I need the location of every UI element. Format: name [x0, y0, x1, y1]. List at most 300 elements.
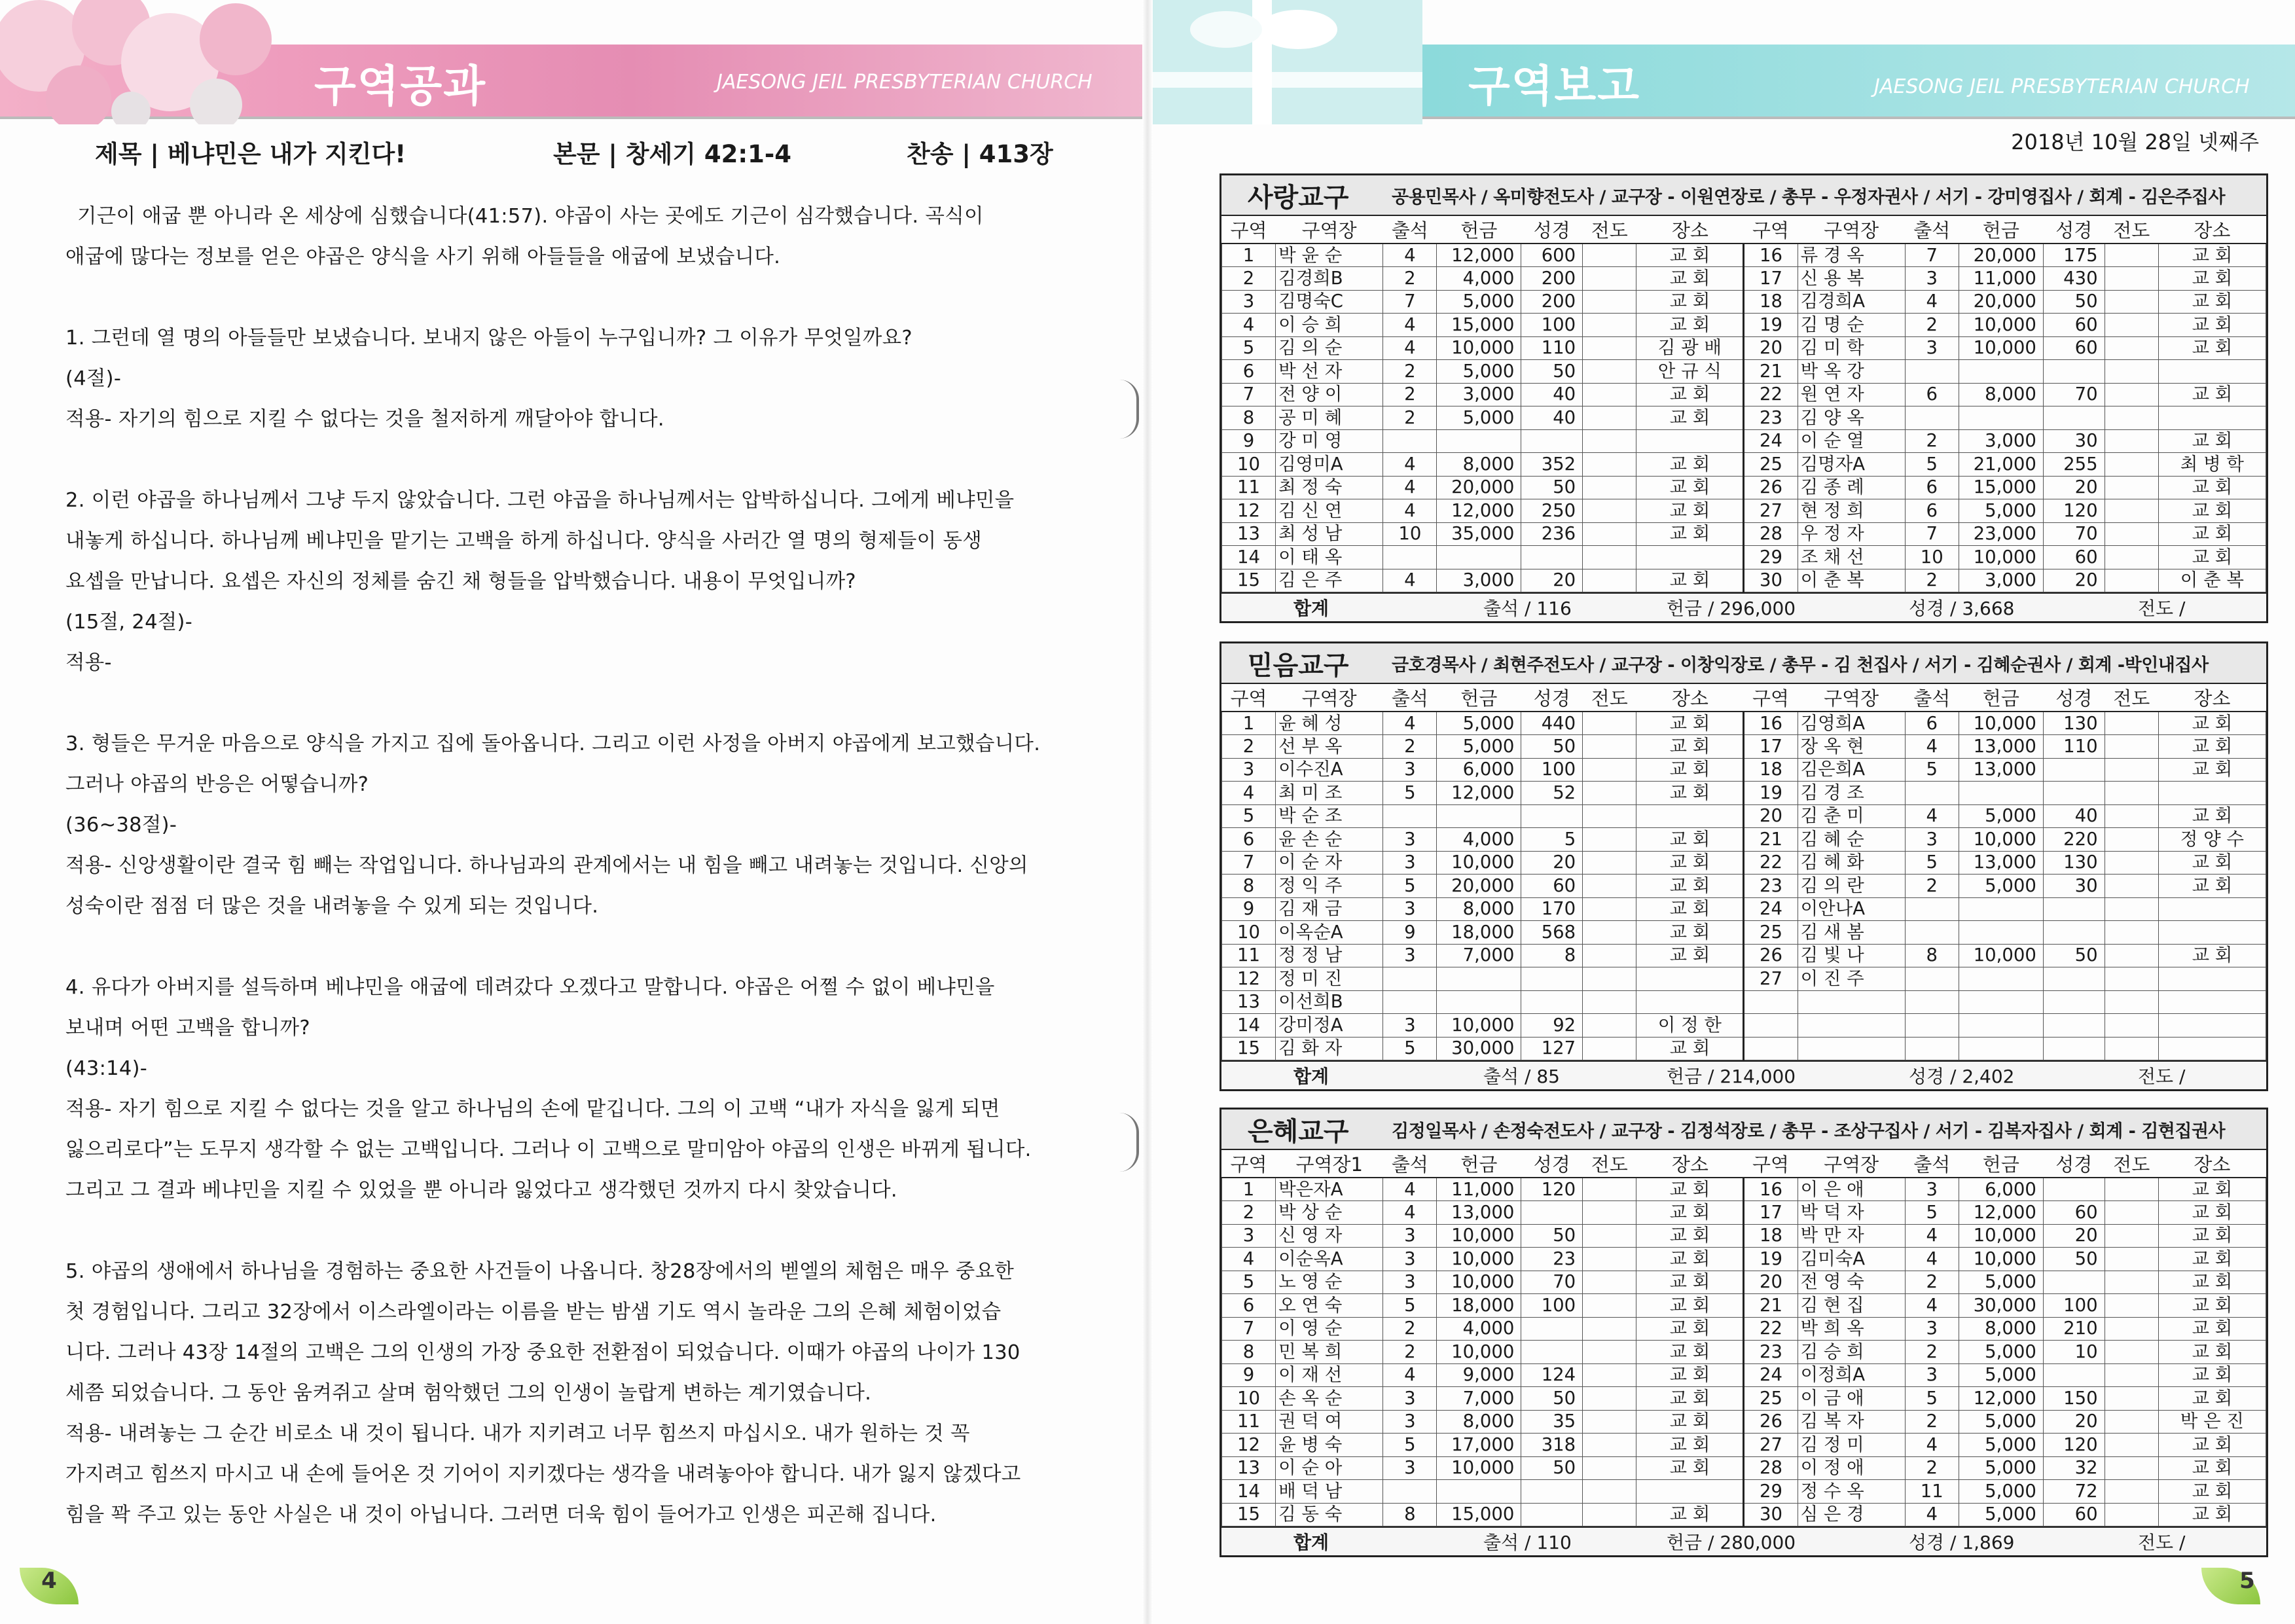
table-cell — [2158, 360, 2266, 384]
table-cell: 150 — [2043, 1387, 2105, 1411]
table-cell — [1583, 1434, 1636, 1457]
table-cell — [1583, 712, 1636, 735]
table-cell: 교 회 — [1636, 383, 1744, 406]
table-cell: 60 — [2043, 314, 2105, 337]
table-cell: 24 — [1744, 1363, 1798, 1387]
table-cell: 16 — [1744, 1178, 1798, 1201]
table-cell: 김경희B — [1276, 267, 1383, 291]
table-cell — [1437, 990, 1521, 1014]
column-header: 전도 — [2105, 216, 2158, 244]
question-line: 세쯤 되었습니다. 그 동안 움켜쥐고 살며 험악했던 그의 인생이 놀랍게 변하는 계기였습니다. — [65, 1382, 872, 1405]
table-cell — [1959, 782, 2043, 805]
table-cell: 김 혜 화 — [1798, 851, 1905, 875]
table-cell: 윤 병 숙 — [1276, 1434, 1383, 1457]
application-line: 적용- 자기의 힘으로 지킬 수 없다는 것을 철저하게 깨달아야 합니다. — [65, 408, 664, 431]
table-cell: 김 신 연 — [1276, 499, 1383, 523]
application-line: 적용- 내려놓는 그 순간 비로소 내 것이 됩니다. 내가 지키려고 너무 힘쓰지 마십시오. 내가 원하는 것 꼭 — [65, 1422, 970, 1445]
table-cell — [2158, 990, 2266, 1014]
table-row — [1222, 875, 2266, 898]
table-cell: 70 — [1521, 1271, 1583, 1294]
table-cell: 교 회 — [1636, 1201, 1744, 1225]
table-cell — [2105, 1317, 2158, 1341]
table-cell: 430 — [2043, 267, 2105, 291]
table-cell: 박 상 순 — [1276, 1201, 1383, 1225]
table-cell — [1583, 828, 1636, 852]
table-cell: 김 동 숙 — [1276, 1503, 1383, 1526]
table-cell: 3 — [1383, 828, 1437, 852]
table-cell — [1437, 967, 1521, 991]
district-footer — [1221, 592, 2266, 621]
table-cell — [2105, 990, 2158, 1014]
table-cell: 5 — [1222, 1271, 1276, 1294]
table-cell — [1905, 1014, 1959, 1038]
table-cell — [2105, 712, 2158, 735]
table-cell: 전 양 이 — [1276, 383, 1383, 406]
table-cell: 교 회 — [2158, 1224, 2266, 1248]
church-name: JAESONG JEIL PRESBYTERIAN CHURCH — [1874, 75, 2250, 98]
table-cell: 2 — [1222, 267, 1276, 291]
table-cell: 5,000 — [1959, 1410, 2043, 1434]
table-cell — [1959, 967, 2043, 991]
table-cell: 12,000 — [1959, 1201, 2043, 1225]
table-cell: 50 — [1521, 1387, 1583, 1411]
table-cell: 이 정 한 — [1636, 1014, 1744, 1038]
table-cell: 이순옥A — [1276, 1248, 1383, 1271]
table-cell — [1798, 1014, 1905, 1038]
table-cell: 10,000 — [1959, 712, 2043, 735]
table-cell: 28 — [1744, 522, 1798, 546]
staple-mark — [1113, 380, 1139, 439]
district-3 — [1220, 1108, 2268, 1557]
paragraph-line: 기근이 애굽 뿐 아니라 온 세상에 심했습니다(41:57). 야곱이 사는 곳에도 기근이 심각했습니다. 곡식이 — [77, 205, 984, 228]
table-cell: 4,000 — [1437, 828, 1521, 852]
table-row — [1222, 1248, 2266, 1271]
district-header — [1221, 643, 2266, 684]
table-cell: 236 — [1521, 522, 1583, 546]
table-row — [1222, 1480, 2266, 1504]
table-cell: 교 회 — [2158, 875, 2266, 898]
table-cell: 8,000 — [1437, 897, 1521, 921]
table-cell: 배 덕 남 — [1276, 1480, 1383, 1504]
table-cell — [2105, 967, 2158, 991]
district-header — [1221, 175, 2266, 216]
table-row — [1222, 383, 2266, 406]
table-cell: 신 영 자 — [1276, 1224, 1383, 1248]
table-cell: 정 양 수 — [2158, 828, 2266, 852]
table-cell: 23,000 — [1959, 522, 2043, 546]
table-cell: 김 양 옥 — [1798, 406, 1905, 430]
application-line: 힘을 꽉 주고 있는 동안 사실은 내 것이 아닙니다. 그러면 더욱 힘이 들어가고 인생은 피곤해 집니다. — [65, 1504, 937, 1526]
table-cell: 교 회 — [1636, 875, 1744, 898]
table-cell: 18 — [1744, 758, 1798, 782]
table-cell — [1905, 921, 1959, 945]
table-cell: 최 정 숙 — [1276, 476, 1383, 499]
table-cell: 4 — [1383, 453, 1437, 477]
table-cell: 박 은 진 — [2158, 1410, 2266, 1434]
table-cell: 11,000 — [1437, 1178, 1521, 1201]
right-page — [1148, 0, 2295, 1624]
table-cell: 5 — [1383, 782, 1437, 805]
total-label: 합계 — [1293, 1532, 1329, 1553]
table-cell: 20 — [1521, 851, 1583, 875]
table-cell: 4 — [1905, 1224, 1959, 1248]
table-cell: 교 회 — [2158, 1456, 2266, 1480]
table-cell — [2105, 453, 2158, 477]
table-row — [1222, 1341, 2266, 1364]
district-table — [1221, 1150, 2266, 1526]
table-cell: 교 회 — [2158, 290, 2266, 314]
table-cell: 23 — [1744, 406, 1798, 430]
table-cell: 4 — [1383, 499, 1437, 523]
table-cell: 210 — [2043, 1317, 2105, 1341]
column-header: 출석 — [1905, 684, 1959, 712]
table-cell — [2105, 360, 2158, 384]
table-cell: 박 덕 자 — [1798, 1201, 1905, 1225]
table-cell: 이 태 옥 — [1276, 546, 1383, 569]
column-header: 전도 — [1583, 1150, 1636, 1178]
table-cell: 안 규 식 — [1636, 360, 1744, 384]
table-cell: 13 — [1222, 990, 1276, 1014]
column-header: 전도 — [1583, 684, 1636, 712]
table-cell: 10,000 — [1437, 1456, 1521, 1480]
table-cell: 교 회 — [1636, 897, 1744, 921]
table-cell: 200 — [1521, 267, 1583, 291]
table-cell: 교 회 — [1636, 244, 1744, 267]
table-cell: 2 — [1383, 383, 1437, 406]
district-1 — [1220, 173, 2268, 623]
table-cell — [2043, 897, 2105, 921]
table-cell: 6,000 — [1959, 1178, 2043, 1201]
table-cell: 21 — [1744, 1294, 1798, 1318]
table-cell: 20 — [1744, 1271, 1798, 1294]
table-cell: 5,000 — [1959, 1434, 2043, 1457]
table-cell: 5,000 — [1959, 1341, 2043, 1364]
table-cell: 교 회 — [2158, 522, 2266, 546]
table-cell: 52 — [1521, 782, 1583, 805]
table-row — [1222, 499, 2266, 523]
table-cell — [2105, 1456, 2158, 1480]
table-cell: 현 정 희 — [1798, 499, 1905, 523]
evangelism-total: 전도 / — [2138, 1532, 2186, 1553]
table-cell: 심 은 경 — [1798, 1503, 1905, 1526]
table-cell: 4 — [1383, 336, 1437, 360]
table-cell: 김 명 순 — [1798, 314, 1905, 337]
district-table — [1221, 216, 2266, 592]
table-row — [1222, 569, 2266, 592]
table-cell: 6 — [1905, 712, 1959, 735]
table-cell — [2158, 1037, 2266, 1060]
table-cell: 200 — [1521, 290, 1583, 314]
table-cell: 김 은 주 — [1276, 569, 1383, 592]
table-cell — [1959, 406, 2043, 430]
table-cell: 4 — [1383, 1201, 1437, 1225]
table-cell: 10,000 — [1959, 546, 2043, 569]
table-cell: 30,000 — [1959, 1294, 2043, 1318]
table-cell: 교 회 — [2158, 429, 2266, 453]
table-cell — [1905, 967, 1959, 991]
table-cell: 김 현 집 — [1798, 1294, 1905, 1318]
application-line: 적용- — [65, 651, 112, 674]
table-cell: 27 — [1744, 1434, 1798, 1457]
table-cell — [1583, 453, 1636, 477]
table-cell: 3 — [1905, 1317, 1959, 1341]
table-cell: 교 회 — [2158, 1248, 2266, 1271]
table-cell — [1383, 1480, 1437, 1504]
table-cell: 568 — [1521, 921, 1583, 945]
table-cell — [2043, 406, 2105, 430]
table-cell: 9 — [1383, 921, 1437, 945]
application-line: 적용- 자기 힘으로 지킬 수 없다는 것을 알고 하나님의 손에 맡깁니다. 그의 이 고백 “내가 자식을 잃게 되면 — [65, 1098, 1000, 1121]
table-cell: 440 — [1521, 712, 1583, 735]
table-cell: 352 — [1521, 453, 1583, 477]
table-cell: 15 — [1222, 1037, 1276, 1060]
table-cell: 127 — [1521, 1037, 1583, 1060]
table-cell: 10,000 — [1437, 1224, 1521, 1248]
column-header: 성경 — [2043, 1150, 2105, 1178]
table-cell: 25 — [1744, 921, 1798, 945]
table-cell: 교 회 — [1636, 569, 1744, 592]
table-cell: 8 — [1521, 944, 1583, 967]
table-cell: 교 회 — [2158, 546, 2266, 569]
column-header: 출석 — [1383, 216, 1437, 244]
table-cell — [2105, 875, 2158, 898]
district-2 — [1220, 641, 2268, 1091]
table-cell: 교 회 — [2158, 712, 2266, 735]
table-cell: 60 — [2043, 336, 2105, 360]
table-cell: 선 부 옥 — [1276, 735, 1383, 759]
table-cell: 이안나A — [1798, 897, 1905, 921]
table-cell: 5 — [1521, 828, 1583, 852]
table-cell: 정 정 남 — [1276, 944, 1383, 967]
table-cell — [2105, 267, 2158, 291]
table-cell: 30 — [1744, 1503, 1798, 1526]
table-header-row — [1222, 1150, 2266, 1178]
table-cell: 2 — [1383, 267, 1437, 291]
table-cell: 교 회 — [1636, 944, 1744, 967]
table-cell: 5 — [1383, 1037, 1437, 1060]
table-cell: 4 — [1905, 1294, 1959, 1318]
table-cell: 강미정A — [1276, 1014, 1383, 1038]
table-cell — [1583, 875, 1636, 898]
table-cell — [2043, 967, 2105, 991]
table-row — [1222, 406, 2266, 430]
table-cell — [1583, 476, 1636, 499]
table-cell: 교 회 — [1636, 851, 1744, 875]
table-cell: 교 회 — [1636, 1248, 1744, 1271]
table-cell: 김은희A — [1798, 758, 1905, 782]
table-cell: 13 — [1222, 522, 1276, 546]
table-cell: 교 회 — [2158, 499, 2266, 523]
table-cell: 9 — [1222, 897, 1276, 921]
table-cell: 10,000 — [1437, 336, 1521, 360]
table-cell: 50 — [1521, 476, 1583, 499]
table-cell: 교 회 — [1636, 712, 1744, 735]
table-cell: 10,000 — [1959, 944, 2043, 967]
question-line: 보내며 어떤 고백을 합니까? — [65, 1017, 310, 1039]
table-cell — [1636, 546, 1744, 569]
table-cell — [2105, 921, 2158, 945]
table-cell: 17 — [1744, 735, 1798, 759]
table-cell — [1383, 804, 1437, 828]
table-cell: 최 병 학 — [2158, 453, 2266, 477]
table-cell — [1583, 244, 1636, 267]
table-cell — [1583, 1456, 1636, 1480]
table-row — [1222, 897, 2266, 921]
question-line: 그러나 야곱의 반응은 어떻습니까? — [65, 773, 369, 796]
table-cell — [1521, 1201, 1583, 1225]
table-cell: 2 — [1383, 360, 1437, 384]
table-cell: 4 — [1383, 1363, 1437, 1387]
table-cell: 교 회 — [2158, 1434, 2266, 1457]
table-cell: 김 새 봄 — [1798, 921, 1905, 945]
table-cell: 교 회 — [2158, 1341, 2266, 1364]
table-cell: 공 미 혜 — [1276, 406, 1383, 430]
table-cell: 이 영 순 — [1276, 1317, 1383, 1341]
table-cell: 18,000 — [1437, 921, 1521, 945]
table-row — [1222, 360, 2266, 384]
table-cell: 12 — [1222, 499, 1276, 523]
table-header-row — [1222, 216, 2266, 244]
table-cell: 김 혜 순 — [1798, 828, 1905, 852]
column-header: 출석 — [1905, 216, 1959, 244]
table-cell: 4 — [1383, 1178, 1437, 1201]
table-cell — [2105, 735, 2158, 759]
table-cell: 교 회 — [2158, 1271, 2266, 1294]
table-row — [1222, 967, 2266, 991]
table-cell: 이 재 선 — [1276, 1363, 1383, 1387]
table-cell — [1437, 429, 1521, 453]
district-name: 믿음교구 — [1248, 650, 1349, 681]
question-line: 내놓게 하십니다. 하나님께 베냐민을 맡기는 고백을 하게 하십니다. 양식을 사러간 열 명의 형제들이 동생 — [65, 530, 982, 552]
table-cell: 6 — [1222, 1294, 1276, 1318]
table-row — [1222, 336, 2266, 360]
table-cell: 120 — [1521, 1178, 1583, 1201]
table-cell: 4 — [1383, 314, 1437, 337]
column-header: 구역 — [1744, 1150, 1798, 1178]
table-cell — [1583, 1014, 1636, 1038]
staple-mark — [1113, 1113, 1139, 1172]
table-cell: 170 — [1521, 897, 1583, 921]
table-cell — [2043, 990, 2105, 1014]
table-cell: 교 회 — [1636, 1317, 1744, 1341]
table-cell: 8,000 — [1437, 1410, 1521, 1434]
table-cell — [2043, 360, 2105, 384]
table-cell — [2105, 336, 2158, 360]
table-cell — [2105, 944, 2158, 967]
table-cell — [1437, 804, 1521, 828]
table-cell — [1905, 990, 1959, 1014]
table-cell — [1583, 1363, 1636, 1387]
table-cell: 120 — [2043, 499, 2105, 523]
table-cell: 신 용 복 — [1798, 267, 1905, 291]
table-cell — [1583, 546, 1636, 569]
table-cell: 5,000 — [1959, 1456, 2043, 1480]
table-cell: 10 — [1383, 522, 1437, 546]
table-cell: 40 — [1521, 406, 1583, 430]
table-cell: 이선희B — [1276, 990, 1383, 1014]
table-cell — [1959, 1037, 2043, 1060]
table-cell: 19 — [1744, 782, 1798, 805]
bible-total: 성경 / 3,668 — [1909, 598, 2015, 619]
table-cell — [2105, 804, 2158, 828]
table-cell: 7 — [1222, 1317, 1276, 1341]
table-row — [1222, 1224, 2266, 1248]
table-cell: 318 — [1521, 1434, 1583, 1457]
table-cell: 김 광 배 — [1636, 336, 1744, 360]
gift-box-decoration — [1148, 0, 1422, 124]
table-cell — [1798, 1037, 1905, 1060]
table-cell — [1583, 944, 1636, 967]
table-cell: 5 — [1905, 1387, 1959, 1411]
table-cell: 18 — [1744, 1224, 1798, 1248]
table-cell: 3 — [1905, 336, 1959, 360]
table-cell: 김 복 자 — [1798, 1410, 1905, 1434]
column-header: 출석 — [1905, 1150, 1959, 1178]
table-row — [1222, 429, 2266, 453]
table-cell: 이수진A — [1276, 758, 1383, 782]
table-cell — [2105, 1341, 2158, 1364]
table-cell: 20 — [2043, 476, 2105, 499]
column-header: 구역장 — [1798, 684, 1905, 712]
table-cell: 김 빛 나 — [1798, 944, 1905, 967]
table-cell — [2043, 758, 2105, 782]
table-cell: 4 — [1222, 1248, 1276, 1271]
table-cell: 175 — [2043, 244, 2105, 267]
table-cell: 손 옥 순 — [1276, 1387, 1383, 1411]
table-cell: 3 — [1222, 758, 1276, 782]
table-row — [1222, 314, 2266, 337]
table-cell: 이 정 애 — [1798, 1456, 1905, 1480]
table-cell: 60 — [1521, 875, 1583, 898]
table-cell: 130 — [2043, 851, 2105, 875]
table-cell: 교 회 — [1636, 1410, 1744, 1434]
table-cell: 26 — [1744, 1410, 1798, 1434]
table-cell: 교 회 — [1636, 1363, 1744, 1387]
table-cell — [1583, 1178, 1636, 1201]
table-cell: 교 회 — [1636, 453, 1744, 477]
table-cell — [1583, 1317, 1636, 1341]
table-cell — [1583, 1503, 1636, 1526]
table-cell: 박 옥 강 — [1798, 360, 1905, 384]
column-header: 구역 — [1744, 684, 1798, 712]
table-cell: 50 — [1521, 735, 1583, 759]
column-header: 장소 — [1636, 1150, 1744, 1178]
table-cell — [1583, 1410, 1636, 1434]
table-cell: 5 — [1383, 875, 1437, 898]
table-cell — [1636, 967, 1744, 991]
table-cell — [1383, 429, 1437, 453]
table-cell: 27 — [1744, 499, 1798, 523]
table-cell: 4 — [1383, 476, 1437, 499]
table-cell — [2105, 499, 2158, 523]
table-cell: 1 — [1222, 244, 1276, 267]
table-cell: 30 — [2043, 875, 2105, 898]
table-cell: 5,000 — [1959, 499, 2043, 523]
table-cell: 5,000 — [1437, 735, 1521, 759]
church-name: JAESONG JEIL PRESBYTERIAN CHURCH — [717, 71, 1093, 94]
table-cell: 김 승 희 — [1798, 1341, 1905, 1364]
table-cell — [2105, 1014, 2158, 1038]
table-row — [1222, 782, 2266, 805]
table-cell: 교 회 — [1636, 499, 1744, 523]
table-cell — [1583, 267, 1636, 291]
table-cell: 18,000 — [1437, 1294, 1521, 1318]
table-cell — [2105, 1224, 2158, 1248]
table-cell: 220 — [2043, 828, 2105, 852]
table-cell: 25 — [1744, 453, 1798, 477]
table-cell: 13,000 — [1437, 1201, 1521, 1225]
table-cell: 우 정 자 — [1798, 522, 1905, 546]
